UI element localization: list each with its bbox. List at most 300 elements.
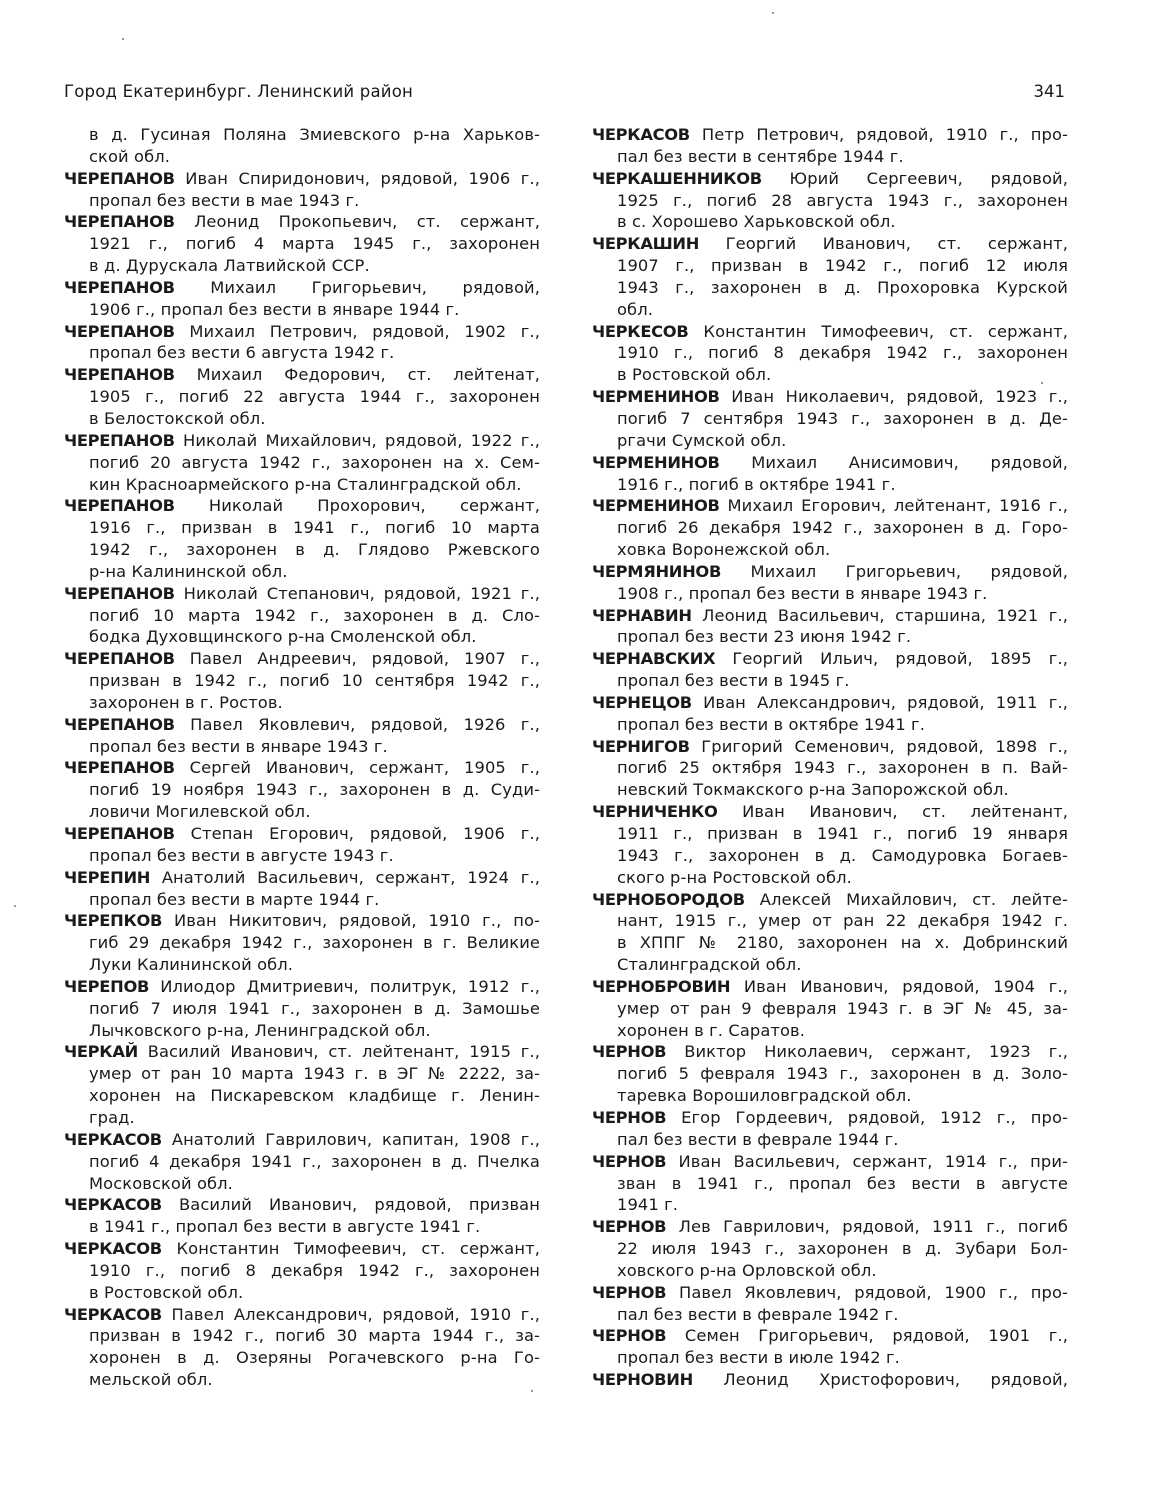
entry-line [592, 1347, 1068, 1369]
entry-line [64, 321, 540, 343]
entry-line [64, 1260, 540, 1282]
entry-line [592, 190, 1068, 212]
entry-text: пропал без вести в августе 1943 г. [89, 845, 394, 865]
entry [592, 233, 1068, 320]
entry [592, 1216, 1068, 1282]
entry [64, 867, 540, 911]
entry-text: 1908 г., пропал без вести в январе 1943 г. [617, 583, 988, 603]
entry-text: 1910 г., погиб 8 декабря 1942 г., захоронен [617, 343, 1068, 363]
entry-text: призван в 1942 г., погиб 30 марта 1944 г., за- [89, 1326, 540, 1346]
entry [592, 605, 1068, 649]
entry-line [64, 342, 540, 364]
entry-text: Константин Тимофеевич, ст. сержант, [703, 321, 1068, 341]
entry-line [64, 539, 540, 561]
scan-speck [531, 1390, 533, 1392]
running-title: Город Екатеринбург. Ленинский район [64, 82, 413, 101]
entry-text: Леонид Прокопьевич, ст. сержант, [194, 212, 540, 232]
entry-text: Иван Никитович, рядовой, 1910 г., по- [173, 911, 540, 931]
entry-surname: ЧЕРНОВ [592, 1217, 667, 1237]
entry-line [64, 932, 540, 954]
entry-text: хоронен на Пискаревском кладбище г. Ленин- [89, 1086, 540, 1106]
entry-text: 1916 г., призван в 1941 г., погиб 10 марта [89, 518, 540, 538]
entry-text: погиб 7 июля 1941 г., захоронен в д. Замошье [89, 998, 540, 1018]
entry-line [64, 474, 540, 496]
entry-text: Василий Иванович, ст. лейтенант, 1915 г., [147, 1042, 540, 1062]
entry-line [592, 386, 1068, 408]
entry [592, 561, 1068, 605]
entry-text: 1910 г., погиб 8 декабря 1942 г., захоронен [89, 1260, 540, 1280]
page-header [64, 82, 1065, 106]
entry-text: зван в 1941 г., пропал без вести в августе [617, 1173, 1068, 1193]
entry-line [592, 255, 1068, 277]
entry-text: погиб 20 августа 1942 г., захоронен на х. Сем- [89, 452, 540, 472]
entry-text: 1925 г., погиб 28 августа 1943 г., захоронен [617, 190, 1068, 210]
entry [592, 1282, 1068, 1326]
entry-line [64, 714, 540, 736]
entry-text: Иван Иванович, ст. лейтенант, [742, 802, 1068, 822]
entry-line [592, 736, 1068, 758]
entry-line [592, 976, 1068, 998]
entry-text: Василий Иванович, рядовой, призван [179, 1195, 540, 1215]
entry-line [592, 452, 1068, 474]
entry-line [64, 583, 540, 605]
entry-text: Георгий Иванович, ст. сержант, [725, 234, 1068, 254]
entry-line [64, 910, 540, 932]
entry-line [64, 779, 540, 801]
entry-text: в д. Дурускала Латвийской ССР. [89, 256, 370, 276]
entry [592, 1151, 1068, 1217]
entry-surname: ЧЕРКЕСОВ [592, 321, 689, 341]
entry-text: р-на Калининской обл. [89, 561, 288, 581]
entry-text: бодка Духовщинского р-на Смоленской обл. [89, 627, 477, 647]
entry-surname: ЧЕРЕПАНОВ [64, 321, 175, 341]
entry [592, 648, 1068, 692]
entry [592, 1107, 1068, 1151]
entry-surname: ЧЕРЕПАНОВ [64, 583, 175, 603]
entry-text: град. [89, 1107, 135, 1127]
entry-text: Иван Васильевич, сержант, 1914 г., при- [678, 1151, 1068, 1171]
entry-line [64, 233, 540, 255]
entry-line [64, 277, 540, 299]
entry-line [64, 168, 540, 190]
entry-surname: ЧЕРНИЧЕНКО [592, 802, 718, 822]
entry-text: пал без вести в феврале 1942 г. [617, 1304, 899, 1324]
entry [592, 889, 1068, 976]
entry-line [592, 1260, 1068, 1282]
entry-line [592, 1194, 1068, 1216]
entry-line [592, 998, 1068, 1020]
entry-text: Анатолий Гаврилович, капитан, 1908 г., [171, 1129, 540, 1149]
entry-line [592, 1041, 1068, 1063]
entry-text: Леонид Христофорович, рядовой, [723, 1370, 1068, 1390]
entry-line [64, 670, 540, 692]
entry-surname: ЧЕРКАШЕННИКОВ [592, 168, 762, 188]
entry-line [64, 1107, 540, 1129]
entry-surname: ЧЕРНАВСКИХ [592, 649, 716, 669]
entry-text: 1943 г., захоронен в д. Прохоровка Курской [617, 277, 1068, 297]
entry-text: Алексей Михайлович, ст. лейте- [759, 889, 1069, 909]
entry-text: Петр Петрович, рядовой, 1910 г., про- [701, 125, 1068, 144]
entry-line [64, 1282, 540, 1304]
entry [592, 124, 1068, 168]
entry-text: пал без вести в феврале 1944 г. [617, 1129, 899, 1149]
entry-line [592, 714, 1068, 736]
entry-text: ловичи Могилевской обл. [89, 802, 311, 822]
entry-line [64, 736, 540, 758]
entry-line [64, 299, 540, 321]
entry-surname: ЧЕРМЯНИНОВ [592, 561, 722, 581]
scan-speck [772, 12, 774, 14]
entry-line [592, 823, 1068, 845]
entry-text: хоронен в д. Озеряны Рогачевского р-на Го- [89, 1348, 540, 1368]
entry-text: Григорий Семенович, рядовой, 1898 г., [701, 736, 1068, 756]
entry-surname: ЧЕРЕПАНОВ [64, 430, 175, 450]
left-column [64, 124, 540, 1391]
entry-line [592, 1151, 1068, 1173]
entry-line [64, 517, 540, 539]
entry-text: Павел Яковлевич, рядовой, 1926 г., [190, 714, 541, 734]
right-column [592, 124, 1068, 1391]
entry-text: умер от ран 10 марта 1943 г. в ЭГ № 2222, за- [89, 1064, 540, 1084]
entry-text: кин Красноармейского р-на Сталинградской обл. [89, 474, 522, 494]
entry-text: Павел Андреевич, рядовой, 1907 г., [189, 649, 541, 669]
entry-text: пал без вести в сентябре 1944 г. [617, 146, 904, 166]
entry-line [64, 1325, 540, 1347]
entry-line [64, 823, 540, 845]
entry-text: погиб 4 декабря 1941 г., захоронен в д. Пчелка [89, 1151, 540, 1171]
entry-line [64, 867, 540, 889]
entry [64, 1238, 540, 1304]
entry-surname: ЧЕРНОВ [592, 1326, 667, 1346]
entry-line [64, 561, 540, 583]
entry-text: Михаил Григорьевич, рядовой, [210, 277, 540, 297]
entry-surname: ЧЕРЕПАНОВ [64, 649, 175, 669]
entry-surname: ЧЕРМЕНИНОВ [592, 496, 720, 516]
entry-line [592, 321, 1068, 343]
entry [64, 211, 540, 277]
entry-surname: ЧЕРЕПАНОВ [64, 277, 175, 297]
entry-line [592, 1085, 1068, 1107]
entry-text: Семен Григорьевич, рядовой, 1901 г., [684, 1326, 1068, 1346]
entry-line [64, 408, 540, 430]
entry-line [592, 801, 1068, 823]
entry-line [592, 146, 1068, 168]
entry-text: пропал без вести в октябре 1941 г. [617, 714, 925, 734]
entry-text: 1943 г., захоронен в д. Самодуровка Богаев- [617, 845, 1068, 865]
entry-text: Виктор Николаевич, сержант, 1923 г., [684, 1042, 1069, 1062]
entry-line [592, 495, 1068, 517]
entry-text: погиб 26 декабря 1942 г., захоронен в д. Горо- [617, 518, 1068, 538]
entry [64, 124, 540, 168]
entry-line [64, 1173, 540, 1195]
entry-line [592, 277, 1068, 299]
entry-surname: ЧЕРЕПАНОВ [64, 168, 175, 188]
entry-text: ргачи Сумской обл. [617, 430, 787, 450]
entry [64, 583, 540, 649]
entry-line [592, 211, 1068, 233]
entry-text: Анатолий Васильевич, сержант, 1924 г., [161, 867, 540, 887]
entry-text: ховка Воронежской обл. [617, 540, 831, 560]
entry-line [64, 648, 540, 670]
entry-surname: ЧЕРНОВ [592, 1107, 667, 1127]
entry-text: в Белостокской обл. [89, 408, 266, 428]
entry-text: таревка Ворошиловградской обл. [617, 1086, 912, 1106]
entry-line [64, 146, 540, 168]
entry-line [64, 1369, 540, 1391]
entry-surname: ЧЕРНИГОВ [592, 736, 690, 756]
entry [592, 1369, 1068, 1391]
entry-surname: ЧЕРНОВ [592, 1042, 667, 1062]
entry-line [592, 124, 1068, 146]
entry-text: Николай Степанович, рядовой, 1921 г., [183, 583, 540, 603]
entry-text: в д. Гусиная Поляна Змиевского р-на Харьков- [89, 125, 540, 144]
entry-text: Михаил Егорович, лейтенант, 1916 г., [727, 496, 1068, 516]
entry [592, 1041, 1068, 1107]
entry-text: Иван Иванович, рядовой, 1904 г., [743, 976, 1068, 996]
entry-text: погиб 10 марта 1942 г., захоронен в д. Сло- [89, 605, 540, 625]
entry-text: Павел Александрович, рядовой, 1910 г., [171, 1304, 540, 1324]
entry [64, 1041, 540, 1128]
entry-text: 1941 г. [617, 1195, 679, 1215]
entry-line [64, 190, 540, 212]
entry-line [64, 1041, 540, 1063]
entry-text: пропал без вести 23 июня 1942 г. [617, 627, 912, 647]
entry-line [592, 233, 1068, 255]
entry-text: 1905 г., погиб 22 августа 1944 г., захоронен [89, 387, 540, 407]
scan-speck [122, 38, 124, 40]
entry [592, 321, 1068, 387]
entry [64, 1129, 540, 1195]
entry-text: пропал без вести 6 августа 1942 г. [89, 343, 395, 363]
entry-line [64, 845, 540, 867]
entry-text: Иван Спиридонович, рядовой, 1906 г., [185, 168, 540, 188]
entry [64, 1304, 540, 1391]
entry-line [592, 670, 1068, 692]
entry-line [592, 408, 1068, 430]
entry-text: пропал без вести в мае 1943 г. [89, 190, 360, 210]
entry [592, 386, 1068, 452]
entry-line [64, 255, 540, 277]
entry-line [64, 430, 540, 452]
entry [592, 736, 1068, 802]
entry-line [592, 1304, 1068, 1326]
entry-line [64, 1347, 540, 1369]
entry-surname: ЧЕРНОВИН [592, 1370, 693, 1390]
entry-line [64, 1129, 540, 1151]
entry [64, 648, 540, 714]
entry [592, 168, 1068, 234]
entry-text: нант, 1915 г., умер от ран 22 декабря 1942 г. [617, 911, 1068, 931]
entry-line [592, 1107, 1068, 1129]
entry-text: в 1941 г., пропал без вести в августе 1941 г. [89, 1217, 481, 1237]
entry [64, 823, 540, 867]
entry-line [592, 1325, 1068, 1347]
entry-line [592, 583, 1068, 605]
entry-line [64, 1063, 540, 1085]
entry-text: 1906 г., пропал без вести в январе 1944 г. [89, 299, 460, 319]
entry-text: 22 июля 1943 г., захоронен в д. Зубари Бол- [617, 1239, 1068, 1259]
entry [592, 692, 1068, 736]
entry-text: 1907 г., призван в 1942 г., погиб 12 июля [617, 256, 1068, 276]
entry-line [64, 692, 540, 714]
entry-text: Луки Калининской обл. [89, 955, 294, 975]
entry-line [592, 1173, 1068, 1195]
entry-text: в с. Хорошево Харьковской обл. [617, 212, 896, 232]
entry-line [64, 976, 540, 998]
entry-text: пропал без вести в марте 1944 г. [89, 889, 380, 909]
entry-line [592, 845, 1068, 867]
entry-text: Михаил Анисимович, рядовой, [751, 452, 1068, 472]
entry-text: Степан Егорович, рядовой, 1906 г., [190, 824, 540, 843]
entry [64, 757, 540, 823]
entry-line [64, 1085, 540, 1107]
entry-text: захоронен в г. Ростов. [89, 692, 283, 712]
entry-text: умер от ран 9 февраля 1943 г. в ЭГ № 45, за- [617, 998, 1068, 1018]
entry-line [64, 889, 540, 911]
entry-text: в ХППГ № 2180, захоронен на х. Добринский [617, 933, 1068, 953]
entry-line [64, 1020, 540, 1042]
entry [592, 1325, 1068, 1369]
entry-line [64, 495, 540, 517]
entry [64, 277, 540, 321]
entry [64, 168, 540, 212]
entry [592, 452, 1068, 496]
entry-text: Егор Гордеевич, рядовой, 1912 г., про- [681, 1107, 1068, 1127]
entry-surname: ЧЕРКАСОВ [64, 1195, 162, 1215]
entry-surname: ЧЕРНОБРОВИН [592, 976, 731, 996]
entry-line [592, 539, 1068, 561]
entry-text: Константин Тимофеевич, ст. сержант, [176, 1239, 540, 1259]
entry-line [64, 124, 540, 146]
entry-surname: ЧЕРКАСОВ [592, 125, 690, 144]
entry-text: 1916 г., погиб в октябре 1941 г. [617, 474, 896, 494]
entry-surname: ЧЕРНОБОРОДОВ [592, 889, 745, 909]
entry-surname: ЧЕРЕПАНОВ [64, 496, 175, 516]
entry-line [64, 1216, 540, 1238]
entry-text: пропал без вести в январе 1943 г. [89, 736, 388, 756]
entry-text: ского р-на Ростовской обл. [617, 867, 852, 887]
entry-text: погиб 7 сентября 1943 г., захоронен в д. Де- [617, 408, 1068, 428]
entry-surname: ЧЕРЕПАНОВ [64, 714, 175, 734]
entry [592, 976, 1068, 1042]
entry-text: невский Токмакского р-на Запорожской обл. [617, 780, 1009, 800]
entry-line [592, 867, 1068, 889]
entry-text: Сергей Иванович, сержант, 1905 г., [189, 758, 540, 778]
entry-surname: ЧЕРМЕНИНОВ [592, 452, 720, 472]
entry-text: Сталинградской обл. [617, 955, 802, 975]
entry-line [592, 757, 1068, 779]
entry [592, 801, 1068, 888]
entry-surname: ЧЕРМЕНИНОВ [592, 387, 720, 407]
page-number: 341 [1033, 82, 1065, 101]
entry-line [64, 605, 540, 627]
entry-line [592, 1129, 1068, 1151]
entry-line [592, 474, 1068, 496]
entry [64, 430, 540, 496]
entry-text: 1911 г., призван в 1941 г., погиб 19 января [617, 824, 1068, 843]
entry-line [592, 168, 1068, 190]
entry-text: Михаил Федорович, ст. лейтенат, [196, 365, 540, 385]
entry [64, 495, 540, 582]
entry-text: ской обл. [89, 146, 170, 166]
entry [592, 495, 1068, 561]
entry-line [64, 998, 540, 1020]
entry-line [592, 889, 1068, 911]
entry-line [64, 954, 540, 976]
entry-text: погиб 19 ноября 1943 г., захоронен в д. Суди- [89, 780, 540, 800]
entry-line [592, 605, 1068, 627]
entry-text: Павел Яковлевич, рядовой, 1900 г., про- [679, 1282, 1068, 1302]
entry-text: Михаил Григорьевич, рядовой, [750, 561, 1068, 581]
entry-text: Лев Гаврилович, рядовой, 1911 г., погиб [678, 1217, 1069, 1237]
entry-surname: ЧЕРНОВ [592, 1151, 667, 1171]
entry-text: погиб 25 октября 1943 г., захоронен в п. Вай- [617, 758, 1068, 778]
entry-surname: ЧЕРКАЙ [64, 1042, 138, 1062]
entry-text: Лычковского р-на, Ленинградской обл. [89, 1020, 431, 1040]
entry-text: 1942 г., захоронен в д. Глядово Ржевского [89, 540, 540, 560]
entry-text: обл. [617, 299, 653, 319]
entry-line [592, 1020, 1068, 1042]
entry-line [592, 561, 1068, 583]
entry-surname: ЧЕРЕПАНОВ [64, 758, 175, 778]
entry [64, 364, 540, 430]
entry-text: призван в 1942 г., погиб 10 сентября 1942 г., [89, 671, 540, 691]
entry-line [592, 626, 1068, 648]
entry-line [64, 626, 540, 648]
entry [64, 1194, 540, 1238]
entry-line [592, 954, 1068, 976]
entry-line [592, 910, 1068, 932]
entry-text: погиб 5 февраля 1943 г., захоронен в д. Золо- [617, 1064, 1068, 1084]
entry-text: Иван Александрович, рядовой, 1911 г., [703, 692, 1068, 712]
entry-line [64, 1304, 540, 1326]
entry-text: Илиодор Дмитриевич, политрук, 1912 г., [160, 976, 540, 996]
entry-line [64, 801, 540, 823]
entry-text: Николай Прохорович, сержант, [208, 496, 540, 516]
entry-surname: ЧЕРКАСОВ [64, 1304, 162, 1324]
entry-surname: ЧЕРЕПИН [64, 867, 151, 887]
entry-line [64, 1238, 540, 1260]
entry-line [592, 779, 1068, 801]
entry-line [592, 299, 1068, 321]
entry-surname: ЧЕРЕПКОВ [64, 911, 163, 931]
entry-text: Георгий Ильич, рядовой, 1895 г., [732, 649, 1068, 669]
entry-text: Леонид Васильевич, старшина, 1921 г., [702, 605, 1068, 625]
entry-text: Московской обл. [89, 1173, 233, 1193]
entry-surname: ЧЕРЕПАНОВ [64, 824, 175, 843]
entry-text: Михаил Петрович, рядовой, 1902 г., [189, 321, 540, 341]
entry-text: в Ростовской обл. [617, 365, 772, 385]
entry-line [592, 430, 1068, 452]
entry-text: мельской обл. [89, 1370, 213, 1390]
entry-surname: ЧЕРНОВ [592, 1282, 667, 1302]
entry-line [64, 452, 540, 474]
entry [64, 714, 540, 758]
entry-line [64, 364, 540, 386]
entry-surname: ЧЕРКАШИН [592, 234, 700, 254]
entry-line [592, 517, 1068, 539]
entry-line [592, 1063, 1068, 1085]
entry-text: пропал без вести в июле 1942 г. [617, 1348, 900, 1368]
entry-text: 1921 г., погиб 4 марта 1945 г., захоронен [89, 234, 540, 254]
entry-text: Николай Михайлович, рядовой, 1922 г., [183, 430, 540, 450]
entry-text: хоронен в г. Саратов. [617, 1020, 806, 1040]
entry-surname: ЧЕРКАСОВ [64, 1129, 162, 1149]
scan-speck [1041, 382, 1043, 384]
entry-line [64, 1151, 540, 1173]
entry-line [64, 1194, 540, 1216]
entry [64, 910, 540, 976]
